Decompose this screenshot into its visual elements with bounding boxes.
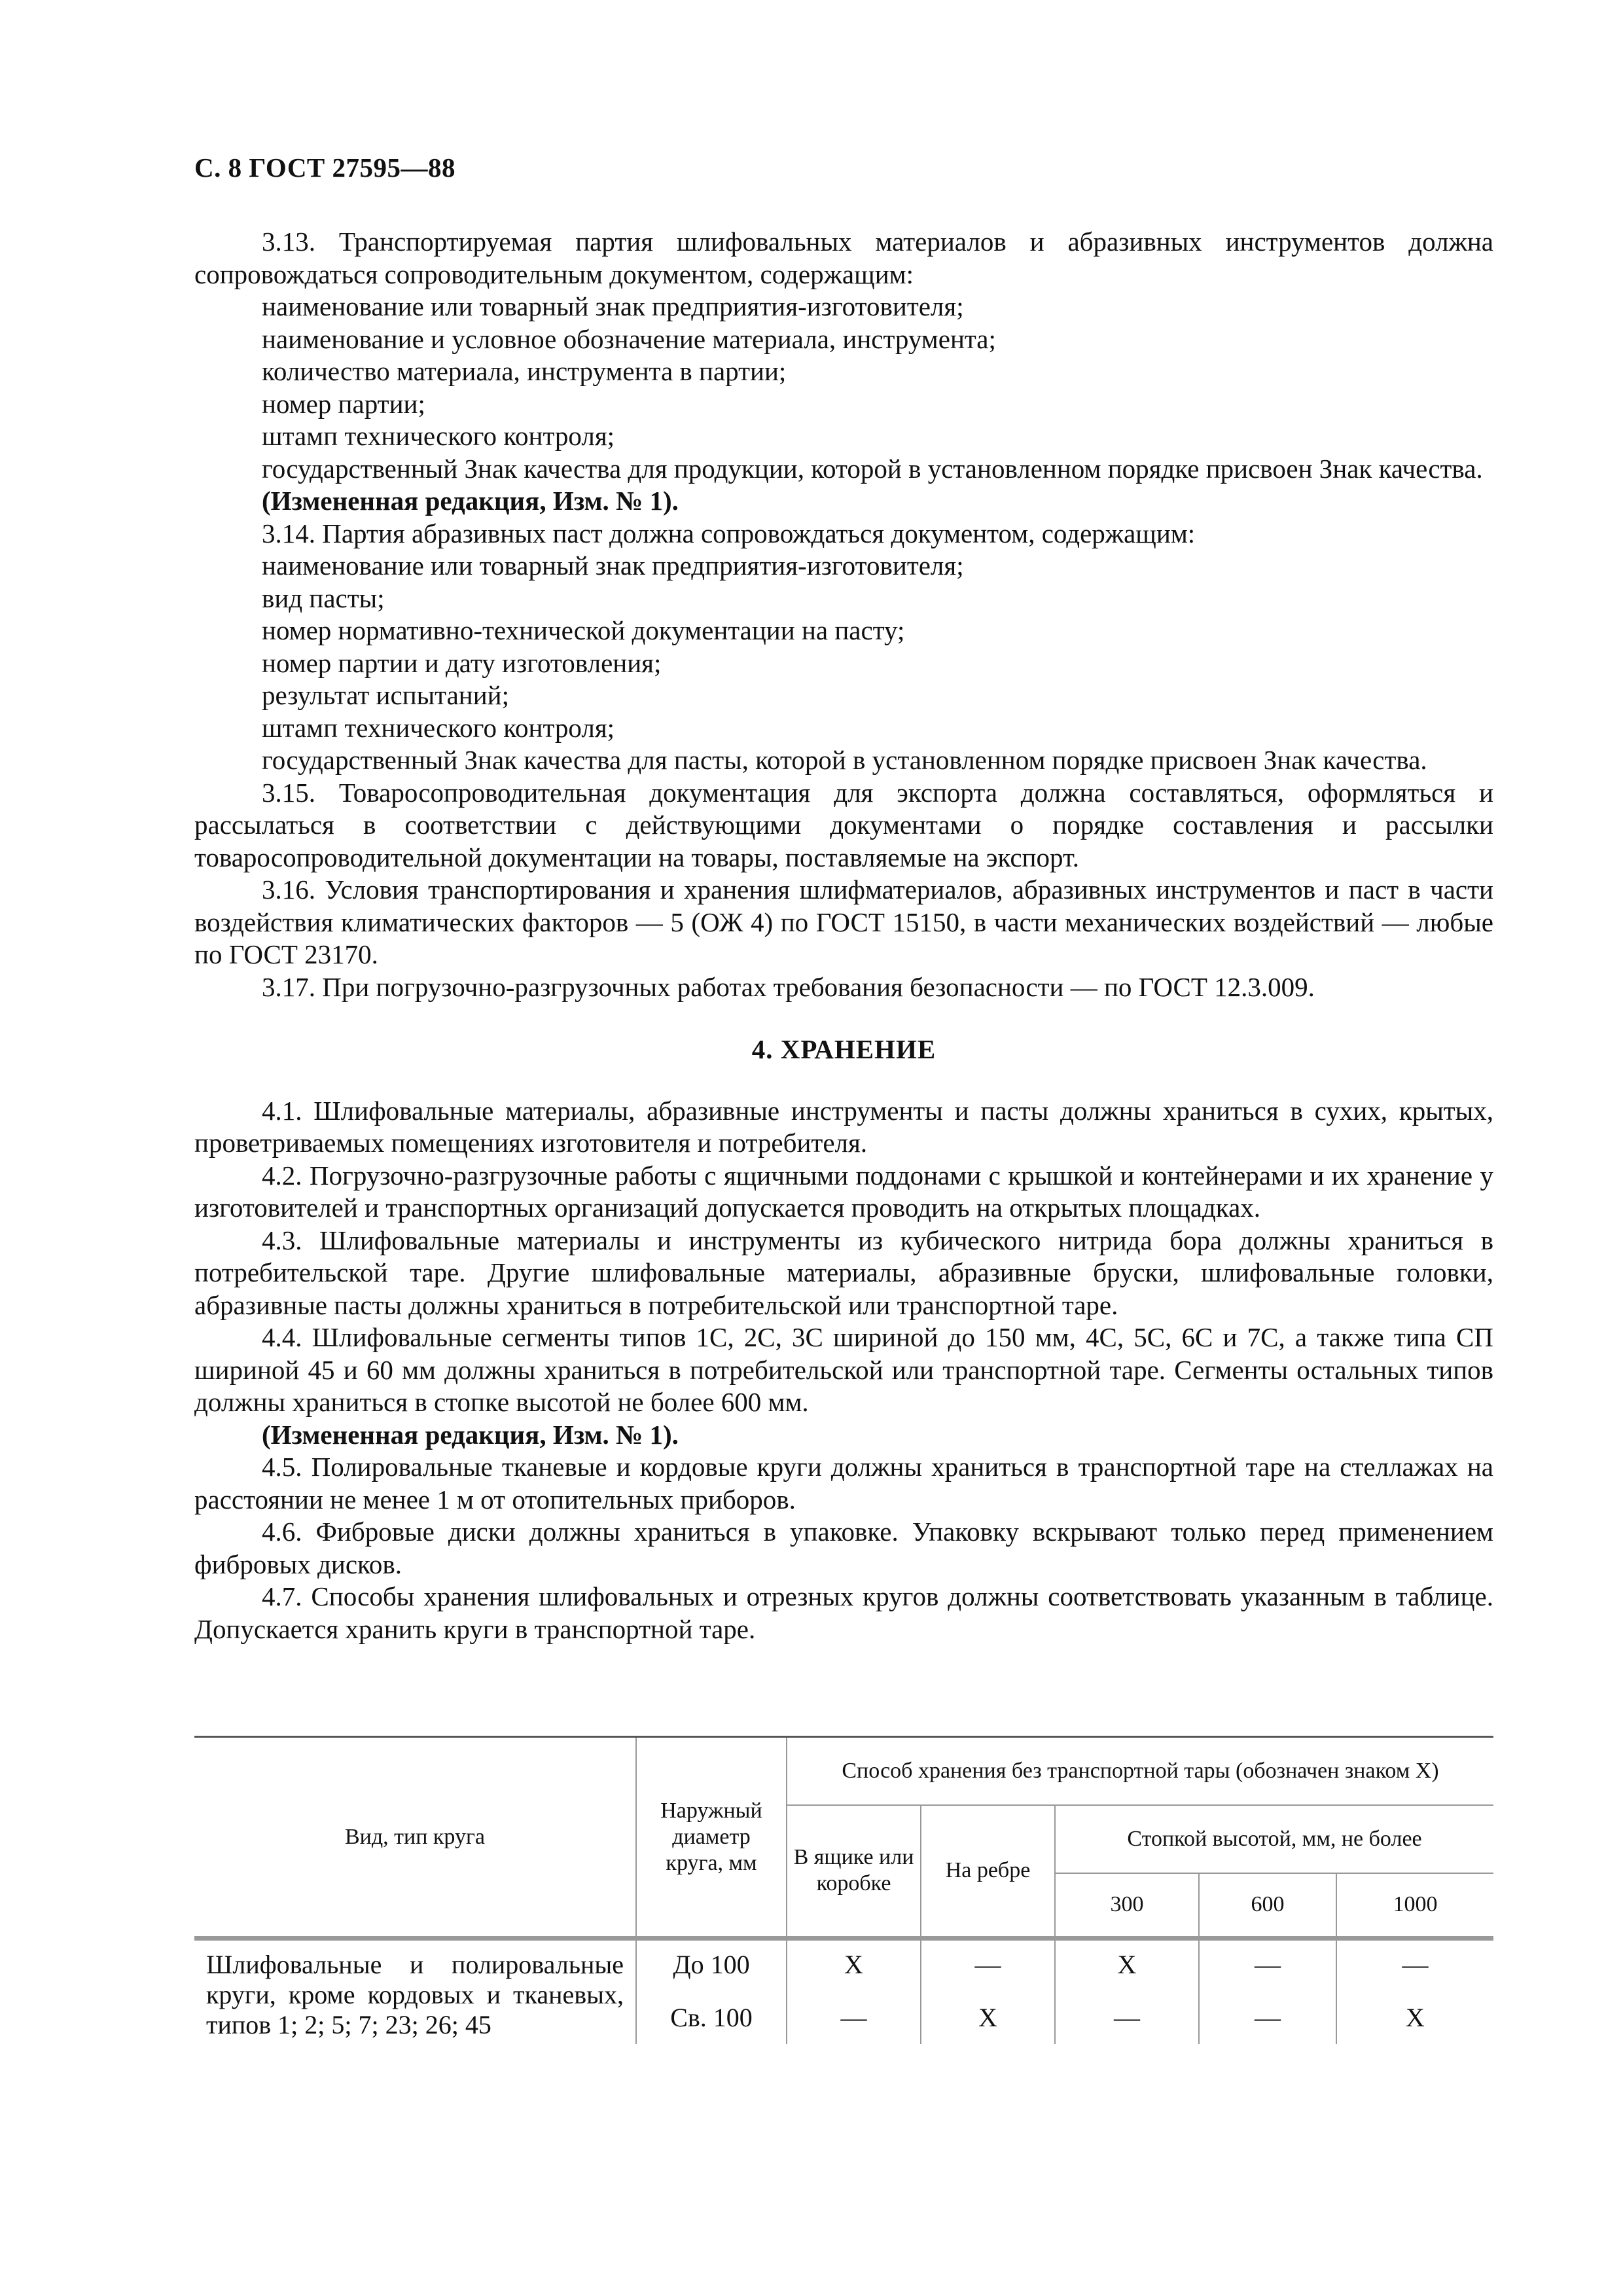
cell-edge: — bbox=[921, 1939, 1055, 1988]
clause-3-17: 3.17. При погрузочно-разгрузочных работах требования безопасности — по ГОСТ 12.3.009. bbox=[262, 971, 1315, 1002]
col-header-1000: 1000 bbox=[1336, 1873, 1493, 1939]
cell-300: X bbox=[1055, 1939, 1199, 1988]
col-header-300: 300 bbox=[1055, 1873, 1199, 1939]
section-title-storage: 4. ХРАНЕНИЕ bbox=[751, 1034, 936, 1064]
clause-4-6: 4.6. Фибровые диски должны храниться в упаковке. Упаковку вскрывают только перед применением фибровых дисков. bbox=[194, 1516, 1493, 1579]
storage-methods-table bbox=[194, 1736, 1493, 2044]
col-header-stack: Стопкой высотой, мм, не более bbox=[1055, 1805, 1493, 1873]
col-header-edge: На ребре bbox=[921, 1805, 1055, 1939]
col-header-method: Способ хранения без транспортной тары (обозначен знаком X) bbox=[787, 1737, 1493, 1805]
amendment-note: (Измененная редакция, Изм. № 1). bbox=[262, 486, 679, 516]
list-item-last: государственный Знак качества для продукции, которой в установленном порядке присвоен Знак качества. bbox=[262, 453, 1483, 484]
clause-4-5: 4.5. Полировальные тканевые и кордовые круги должны храниться в транспортной таре на стеллажах на расстоянии не менее 1 м от отопительных приборов. bbox=[194, 1452, 1493, 1515]
list-item: вид пасты; bbox=[262, 583, 385, 613]
document-body bbox=[194, 226, 1493, 1645]
list-item: наименование или товарный знак предприятия-изготовителя; bbox=[262, 291, 964, 321]
clause-4-4: 4.4. Шлифовальные сегменты типов 1С, 2С, 3С шириной до 150 мм, 4С, 5С, 6С и 7С, а также типа СП шириной 45 и 60 мм должны храниться в потребительской или транспортной таре. Сегменты остальных типов должны храниться в стопке высотой не более 600 мм. bbox=[194, 1322, 1493, 1417]
cell-600: — bbox=[1199, 1939, 1336, 1988]
clause-4-1: 4.1. Шлифовальные материалы, абразивные инструменты и пасты должны храниться в сухих, крытых, проветриваемых помещениях изготовителя и потребителя. bbox=[194, 1095, 1493, 1158]
list-item: штамп технического контроля; bbox=[262, 712, 615, 743]
col-header-box: В ящике или коробке bbox=[787, 1805, 921, 1939]
cell-1000: X bbox=[1336, 1988, 1493, 2044]
amendment-note: (Измененная редакция, Изм. № 1). bbox=[262, 1419, 679, 1450]
clause-3-13: 3.13. Транспортируемая партия шлифовальных материалов и абразивных инструментов должна сопровождаться сопроводительным документом, содержащим: bbox=[194, 226, 1493, 289]
cell-box: — bbox=[787, 1988, 921, 2044]
cell-edge: X bbox=[921, 1988, 1055, 2044]
cell-600: — bbox=[1199, 1988, 1336, 2044]
cell-300: — bbox=[1055, 1988, 1199, 2044]
list-item-last: государственный Знак качества для пасты, которой в установленном порядке присвоен Знак качества. bbox=[262, 745, 1427, 775]
clause-3-16: 3.16. Условия транспортирования и хранения шлифматериалов, абразивных инструментов и паст в части воздействия климатических факторов — 5 (ОЖ 4) по ГОСТ 15150, в части механических воздействий — любые по ГОСТ 23170. bbox=[194, 874, 1493, 969]
col-header-600: 600 bbox=[1199, 1873, 1336, 1939]
cell-diameter: До 100 bbox=[636, 1939, 787, 1988]
list-item: номер нормативно-технической документации на пасту; bbox=[262, 615, 905, 645]
clause-4-2: 4.2. Погрузочно-разгрузочные работы с ящичными поддонами с крышкой и контейнерами и их хранение у изготовителей и транспортных организаций допускается проводить на открытых площадках. bbox=[194, 1160, 1493, 1223]
list-item: количество материала, инструмента в партии; bbox=[262, 356, 787, 386]
list-item: наименование или товарный знак предприятия-изготовителя; bbox=[262, 550, 964, 581]
col-header-diameter: Наружный диаметр круга, мм bbox=[636, 1737, 787, 1939]
page-header: С. 8 ГОСТ 27595—88 bbox=[194, 152, 456, 183]
col-header-kind: Вид, тип круга bbox=[194, 1737, 636, 1939]
list-item: номер партии и дату изготовления; bbox=[262, 647, 662, 678]
cell-box: X bbox=[787, 1939, 921, 1988]
clause-4-7: 4.7. Способы хранения шлифовальных и отрезных кругов должны соответствовать указанным в таблице. Допускается хранить круги в транспортной таре. bbox=[194, 1581, 1493, 1644]
clause-4-3: 4.3. Шлифовальные материалы и инструменты из кубического нитрида бора должны храниться в потребительской таре. Другие шлифовальные материалы, абразивные бруски, шлифовальные головки, абразивные пасты должны храниться в потребительской или транспортной таре. bbox=[194, 1225, 1493, 1320]
list-item: наименование и условное обозначение материала, инструмента; bbox=[262, 323, 996, 354]
table-row bbox=[194, 1939, 1493, 1988]
clause-3-15: 3.15. Товаросопроводительная документация для экспорта должна составляться, оформляться и рассылаться в соответствии с действующими документами о порядке составления и рассылки товаросопроводительной документации на товары, поставляемые на экспорт. bbox=[194, 777, 1493, 872]
list-item: штамп технического контроля; bbox=[262, 421, 615, 451]
cell-diameter: Св. 100 bbox=[636, 1988, 787, 2044]
clause-3-14: 3.14. Партия абразивных паст должна сопровождаться документом, содержащим: bbox=[262, 518, 1196, 548]
cell-1000: — bbox=[1336, 1939, 1493, 1988]
list-item: результат испытаний; bbox=[262, 680, 510, 710]
cell-kind: Шлифовальные и полировальные круги, кроме кордовых и тканевых, типов 1; 2; 5; 7; 23; 26; 45 bbox=[194, 1939, 636, 2045]
storage-table-wrap bbox=[194, 1736, 1493, 2044]
list-item: номер партии; bbox=[262, 388, 425, 419]
